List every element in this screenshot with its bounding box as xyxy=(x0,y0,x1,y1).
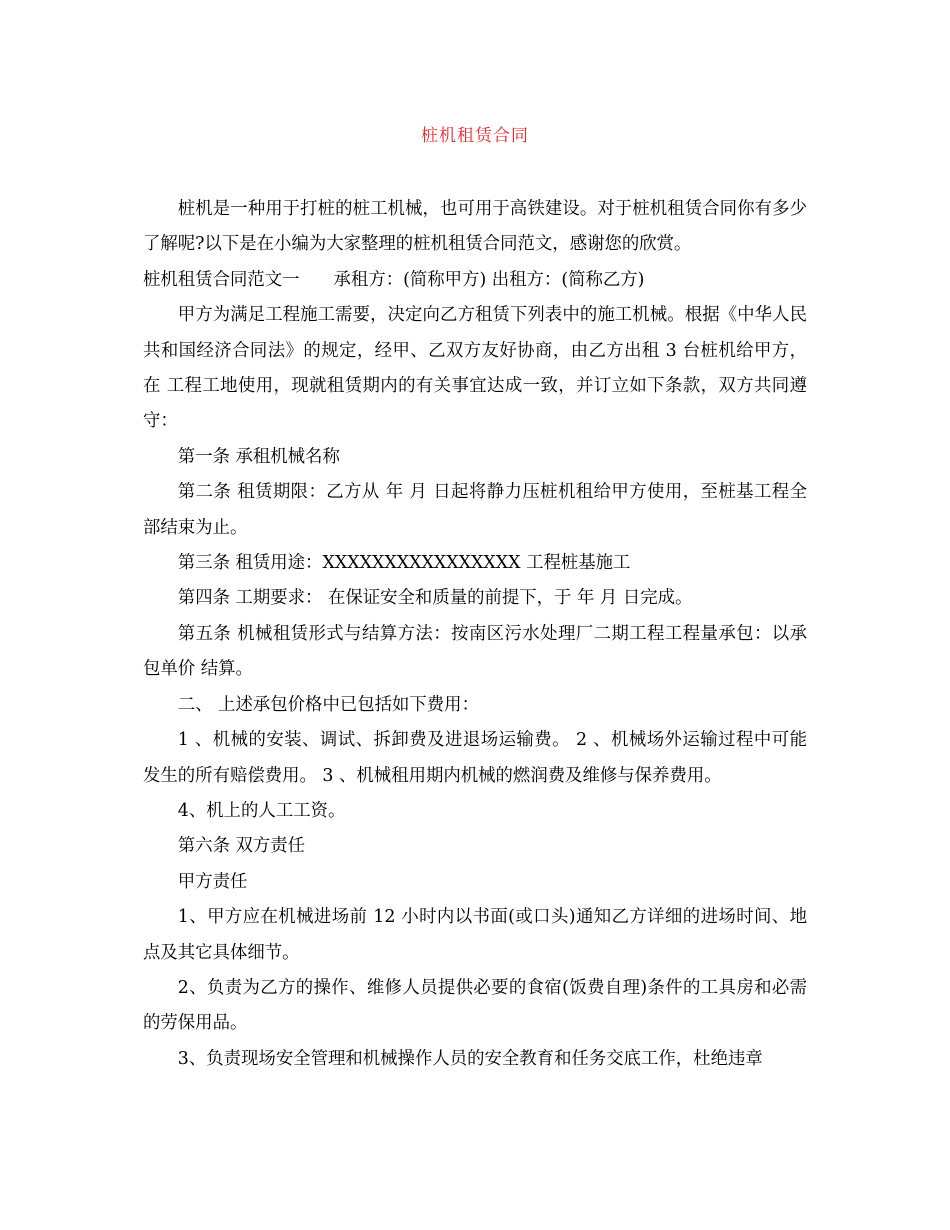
party-a-duty-1: 1、甲方应在机械进场前 12 小时内以书面(或口头)通知乙方详细的进场时间、地点及其它具体细节。 xyxy=(143,907,807,963)
clause-1: 第一条 承租机械名称 xyxy=(177,446,340,467)
intro-paragraph: 桩机是一种用于打桩的桩工机械，也可用于高铁建设。对于桩机租赁合同你有多少了解呢?以下是在小编为大家整理的桩机租赁合同范文，感谢您的欣赏。 xyxy=(143,199,807,255)
clause-2: 第二条 租赁期限：乙方从 年 月 日起将静力压桩机租给甲方使用，至桩基工程全部结束为止。 xyxy=(143,482,807,538)
clause-4: 第四条 工期要求： 在保证安全和质量的前提下，于 年 月 日完成。 xyxy=(177,588,693,609)
fee-items: 1 、机械的安装、调试、拆卸费及进退场运输费。 2 、机械场外运输过程中可能发生的所有赔偿费用。 3 、机械租用期内机械的燃润费及维修与保养费用。 xyxy=(143,730,807,786)
body-paragraph: 甲方为满足工程施工需要，决定向乙方租赁下列表中的施工机械。根据《中华人民共和国经济合同法》的规定，经甲、乙双方友好协商，由乙方出租 3 台桩机给甲方，在 工程工地使用，现就租赁期内的有关事宜达成一致，并订立如下条款，双方共同遵守： xyxy=(143,305,807,432)
fee-item-4: 4、机上的人工工资。 xyxy=(177,800,346,821)
document-body xyxy=(143,192,807,1077)
party-a-duty-3: 3、负责现场安全管理和机械操作人员的安全教育和任务交底工作，杜绝违章 xyxy=(177,1048,763,1069)
clause-6: 第六条 双方责任 xyxy=(177,836,306,857)
party-a-duty-2: 2、负责为乙方的操作、维修人员提供必要的食宿(饭费自理)条件的工具房和必需的劳保用品。 xyxy=(143,977,807,1034)
section-two-heading: 二、 上述承包价格中已包括如下费用： xyxy=(177,694,479,715)
clause-5: 第五条 机械租赁形式与结算方法：按南区污水处理厂二期工程工程量承包：以承包单价 结算。 xyxy=(143,623,807,680)
party-a-heading: 甲方责任 xyxy=(177,871,248,892)
document-title: 桩机租赁合同 xyxy=(421,126,529,146)
parties-line: 承租方：(简称甲方) 出租方：(简称乙方) xyxy=(333,269,645,290)
clause-3: 第三条 租赁用途：XXXXXXXXXXXXXXXX 工程桩基施工 xyxy=(177,553,631,574)
sample-heading-line xyxy=(143,263,807,298)
sample-label: 桩机租赁合同范文一 xyxy=(143,269,300,290)
